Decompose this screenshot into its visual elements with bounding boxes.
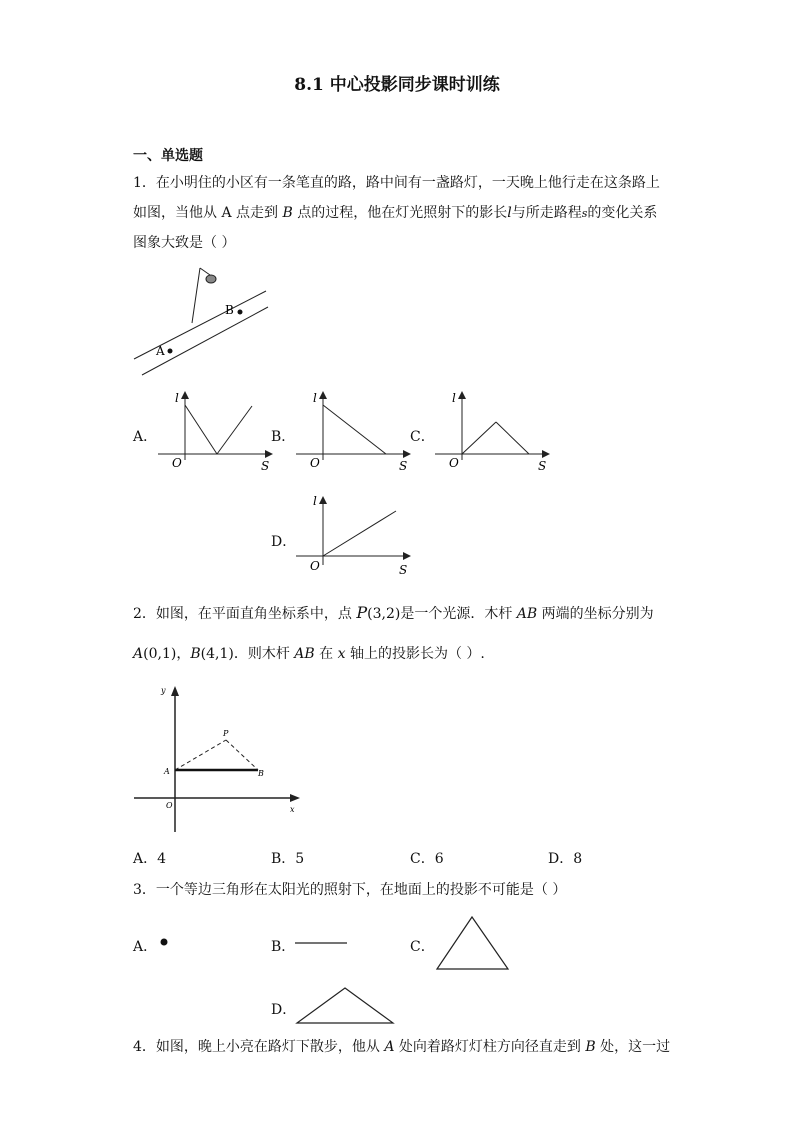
svg-text:l: l — [313, 494, 317, 508]
q2-option-d: D．8 — [548, 851, 583, 867]
svg-text:O: O — [310, 456, 320, 470]
section-heading: 一、单选题 — [133, 148, 203, 164]
svg-text:S: S — [399, 563, 408, 577]
q2-text-line-2: A(0,1)，B(4,1)．则木杆 AB 在 x 轴上的投影长为（ ）. — [133, 646, 485, 662]
q2-option-a: A．4 — [133, 851, 167, 867]
svg-text:O: O — [172, 456, 182, 470]
q1-text-line-2: 如图，当他从 A 点走到 B 点的过程，他在灯光照射下的影长l与所走路程s的变化关系 — [133, 205, 658, 221]
q2-option-b: B．5 — [271, 851, 305, 867]
svg-text:x: x — [290, 805, 295, 814]
q3-option-d-triangle — [294, 984, 396, 1026]
svg-text:l: l — [313, 391, 317, 405]
q2-option-c: C．6 — [410, 851, 444, 867]
svg-text:l: l — [452, 391, 456, 405]
q2-text-line-1: 2．如图，在平面直角坐标系中，点 P(3,2)是一个光源．木杆 AB 两端的坐标分别为 — [133, 603, 654, 622]
q1-graph-b — [288, 385, 413, 475]
q1-option-d-label: D． — [271, 534, 297, 550]
svg-text:S: S — [261, 459, 270, 473]
svg-text:S: S — [538, 459, 547, 473]
svg-text:B: B — [258, 769, 264, 778]
q3-option-c-label: C． — [410, 939, 435, 955]
q3-option-b-segment — [294, 938, 350, 948]
q1-street-lamp-figure — [130, 265, 270, 380]
svg-text:O: O — [166, 801, 173, 810]
page-title: 8.1 中心投影同步课时训练 — [294, 75, 500, 95]
q1-text-line-1: 1．在小明住的小区有一条笔直的路，路中间有一盏路灯，一天晚上他行走在这条路上 — [133, 175, 660, 191]
svg-text:y: y — [161, 686, 166, 695]
q1-option-c-label: C． — [410, 429, 435, 445]
lamp-icon — [206, 275, 216, 283]
svg-text:S: S — [399, 459, 408, 473]
q2-coordinate-figure — [130, 680, 305, 840]
q3-text-line-1: 3．一个等边三角形在太阳光的照射下，在地面上的投影不可能是（ ） — [133, 882, 567, 898]
q1-option-a-label: A． — [133, 429, 158, 445]
q3-option-a-label: A． — [133, 939, 158, 955]
q1-graph-c — [427, 385, 552, 475]
svg-text:A: A — [164, 767, 170, 776]
svg-text:l: l — [175, 391, 179, 405]
q3-option-a-dot — [158, 936, 170, 948]
svg-text:P: P — [223, 729, 229, 738]
q1-label-a: A — [156, 344, 165, 358]
svg-text:O: O — [449, 456, 459, 470]
q4-text-line-1: 4．如图，晚上小亮在路灯下散步，他从 A 处向着路灯灯柱方向径直走到 B 处，这一过 — [133, 1039, 671, 1055]
q3-option-b-label: B． — [271, 939, 296, 955]
q1-option-b-label: B． — [271, 429, 296, 445]
q1-label-b: B — [225, 303, 234, 317]
q1-text-line-3: 图象大致是（ ） — [133, 235, 236, 251]
q3-option-c-triangle — [434, 914, 512, 974]
svg-text:O: O — [310, 559, 320, 573]
q1-graph-d — [288, 490, 413, 580]
q1-graph-a — [150, 385, 275, 475]
q3-option-d-label: D． — [271, 1002, 297, 1018]
